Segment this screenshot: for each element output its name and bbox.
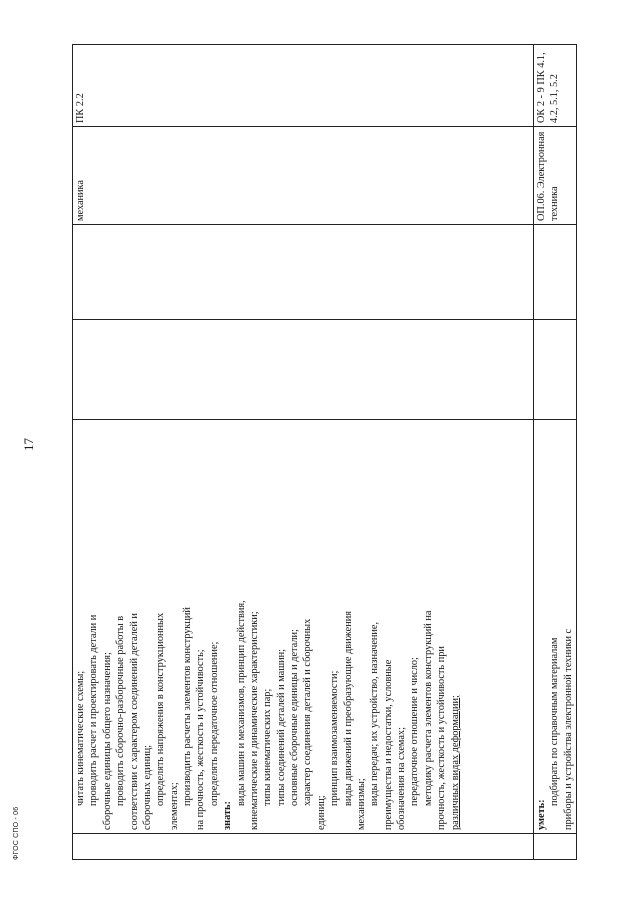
- table-row-next: [533, 45, 576, 860]
- content-line: подбирать по справочным материалам: [549, 637, 561, 806]
- content-line: единиц;: [315, 795, 327, 830]
- content-line: определять напряжения в конструкционных: [155, 612, 167, 806]
- competencies-cell: ОК 2 - 9 ПК 4.1, 4.2, 5.1, 5.2: [533, 45, 576, 127]
- content-lines-next: [535, 423, 575, 830]
- index-cell: [73, 834, 534, 860]
- footer-standard-label: ФГОС СПО - 06: [13, 806, 20, 860]
- content-line: элементах;: [168, 782, 180, 830]
- content-line: знать:: [222, 801, 234, 830]
- content-line: проводить сборочно-разборочные работы в: [115, 615, 127, 806]
- content-line: методику расчета элементов конструкций на: [422, 610, 434, 806]
- content-line: механизмы;: [355, 778, 367, 830]
- hours-cell-2: [533, 225, 576, 320]
- content-line: прочность, жесткость и устойчивость при: [436, 646, 448, 830]
- page-number: 17: [21, 438, 36, 451]
- content-line: производить расчеты элементов конструкций: [182, 607, 193, 806]
- content-line: кинематические и динамические характеристики;: [248, 611, 260, 830]
- hours-cell: [73, 320, 534, 420]
- content-line: уметь:: [535, 799, 547, 830]
- content-line: виды машин и механизмов, принцип действия,: [235, 600, 247, 806]
- content-line: соответствии с характером соединений деталей и: [128, 613, 140, 830]
- content-line: виды движений и преобразующие движения: [342, 611, 354, 806]
- content-line: читать кинематические схемы;: [75, 670, 86, 806]
- curriculum-table-rotated: [72, 45, 577, 860]
- index-cell: [533, 834, 576, 860]
- content-line: проводить расчет и проектировать детали и: [88, 614, 100, 806]
- content-lines-main: [74, 423, 462, 830]
- content-line: определять передаточное отношение;: [208, 641, 220, 806]
- table-row-main: [73, 45, 534, 860]
- content-cell: [533, 420, 576, 834]
- content-line: виды передач; их устройство, назначение,: [369, 621, 381, 806]
- hours-cell-2: [73, 225, 534, 320]
- content-line: на прочность, жесткость и устойчивость;: [195, 649, 207, 830]
- content-line: характер соединения деталей и сборочных: [302, 618, 314, 806]
- content-cell: [73, 420, 534, 834]
- content-line: передаточное отношение и число;: [409, 657, 421, 806]
- content-line: сборочные единицы общего назначения;: [101, 652, 113, 830]
- discipline-cell: ОП.06. Электронная техника: [533, 127, 576, 225]
- content-line: типы соединений деталей и машин;: [275, 648, 287, 806]
- content-line: принцип взаимозаменяемости;: [329, 670, 341, 806]
- hours-cell: [533, 320, 576, 420]
- content-line: типы кинематических пар;: [262, 688, 274, 806]
- content-line: преимущества и недостатки, условные: [382, 659, 394, 830]
- content-line: обозначения на схемах;: [396, 727, 407, 830]
- content-line: сборочных единиц;: [141, 744, 153, 830]
- content-line: приборы и устройства электронной техники с: [562, 628, 574, 830]
- curriculum-table: [72, 44, 577, 860]
- content-line: различных видах деформации;: [449, 695, 461, 830]
- discipline-cell: механика: [73, 127, 534, 225]
- competencies-cell: ПК 2.2: [73, 45, 534, 127]
- content-line: основные сборочные единицы и детали;: [289, 629, 300, 806]
